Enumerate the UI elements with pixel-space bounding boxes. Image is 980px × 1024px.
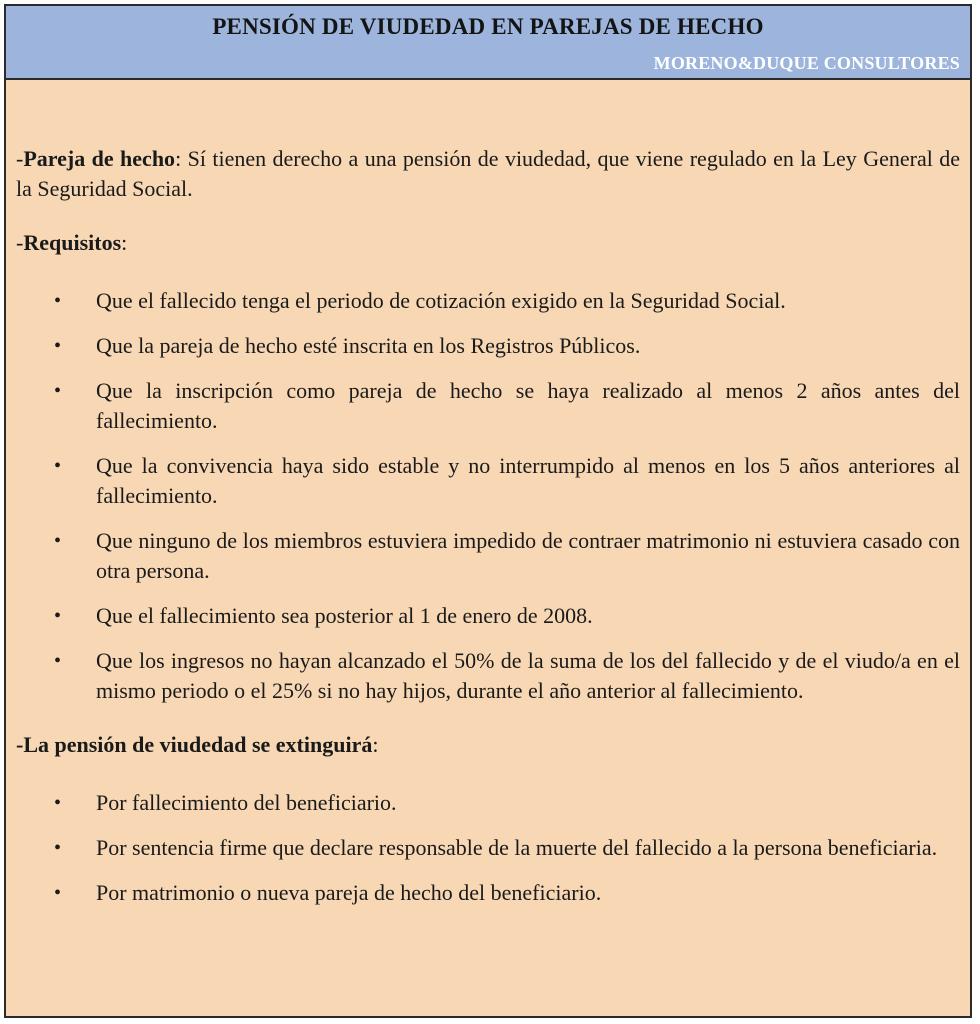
header-band <box>6 6 970 80</box>
bullet-icon: • <box>54 335 62 357</box>
list-item <box>16 451 960 511</box>
bullet-icon: • <box>54 530 62 552</box>
list-item <box>16 833 960 863</box>
requisitos-list <box>16 286 960 706</box>
list-item-text: Por fallecimiento del beneficiario. <box>96 790 397 815</box>
list-item <box>16 526 960 586</box>
bullet-icon: • <box>54 792 62 814</box>
document-title: PENSIÓN DE VIUDEDAD EN PAREJAS DE HECHO <box>212 14 764 39</box>
requisitos-prefix: - <box>16 230 24 255</box>
list-item <box>16 788 960 818</box>
list-item-text: Que el fallecimiento sea posterior al 1 de enero de 2008. <box>96 603 593 628</box>
list-item-text: Que la convivencia haya sido estable y no interrumpido al menos en los 5 años anteriores al fallecimiento. <box>96 453 960 508</box>
list-item-text: Que ninguno de los miembros estuviera impedido de contraer matrimonio ni estuviera casado con otra persona. <box>96 528 960 583</box>
bullet-icon: • <box>54 290 62 312</box>
list-item <box>16 286 960 316</box>
intro-label: Pareja de hecho <box>23 146 176 171</box>
list-item-text: Por sentencia firme que declare responsable de la muerte del fallecido a la persona beneficiaria. <box>96 835 938 860</box>
intro-paragraph <box>16 144 960 204</box>
list-item-text: Que la pareja de hecho esté inscrita en los Registros Públicos. <box>96 333 641 358</box>
list-item <box>16 646 960 706</box>
company-name: MORENO&DUQUE CONSULTORES <box>653 53 960 73</box>
intro-text: : Sí tienen derecho a una pensión de viudedad, que viene regulado en la Ley General de la Seguridad Social. <box>16 146 960 201</box>
document-body <box>6 80 970 908</box>
bullet-icon: • <box>54 882 62 904</box>
intro-prefix: - <box>16 146 24 171</box>
requisitos-heading <box>16 228 960 258</box>
requisitos-label: Requisitos <box>23 230 122 255</box>
bullet-icon: • <box>54 650 62 672</box>
list-item <box>16 601 960 631</box>
bullet-icon: • <box>54 605 62 627</box>
extincion-list <box>16 788 960 908</box>
extincion-suffix: : <box>372 732 379 757</box>
list-item-text: Que el fallecido tenga el periodo de cotización exigido en la Seguridad Social. <box>96 288 786 313</box>
list-item-text: Que los ingresos no hayan alcanzado el 50% de la suma de los del fallecido y de el viudo/a en el mismo periodo o el 25% si no hay hijos, durante el año anterior al fallecimiento. <box>96 648 960 703</box>
bullet-icon: • <box>54 380 62 402</box>
extincion-heading <box>16 730 960 760</box>
extincion-label: -La pensión de viudedad se extinguirá <box>16 732 373 757</box>
list-item-text: Que la inscripción como pareja de hecho se haya realizado al menos 2 años antes del fallecimiento. <box>96 378 960 433</box>
list-item <box>16 376 960 436</box>
requisitos-suffix: : <box>121 230 128 255</box>
document-box <box>4 4 972 1018</box>
list-item <box>16 331 960 361</box>
bullet-icon: • <box>54 455 62 477</box>
list-item <box>16 878 960 908</box>
list-item-text: Por matrimonio o nueva pareja de hecho del beneficiario. <box>96 880 602 905</box>
bullet-icon: • <box>54 837 62 859</box>
